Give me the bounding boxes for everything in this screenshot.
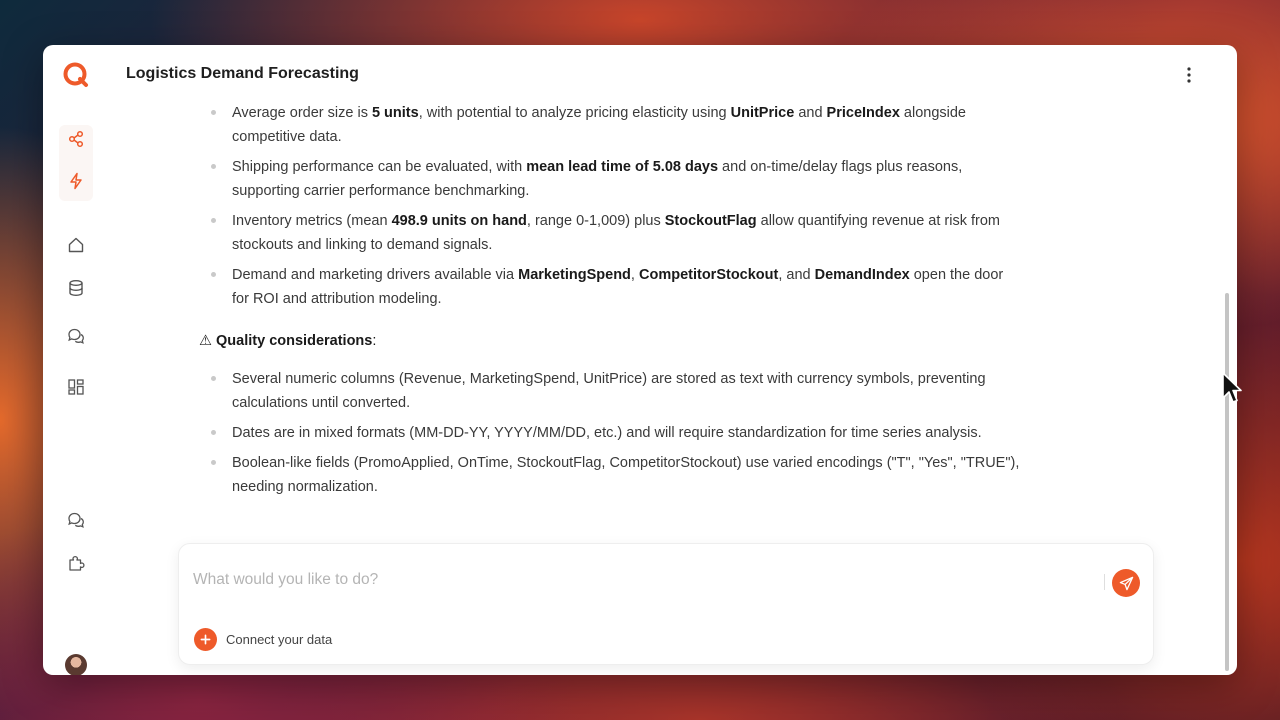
quality-list — [193, 367, 1023, 499]
body-text: alongside competitive data. — [232, 105, 966, 145]
body-text: Demand and marketing drivers available via — [232, 267, 519, 283]
list-item — [193, 263, 1023, 311]
avatar[interactable] — [65, 654, 87, 675]
list-item — [193, 367, 1023, 415]
insights-list — [193, 101, 1023, 311]
puzzle-icon — [67, 554, 85, 572]
body-text: , and — [778, 267, 815, 283]
send-button[interactable] — [1112, 569, 1140, 597]
body-text: open the door for ROI and attribution modeling. — [232, 267, 1004, 307]
emphasis-text: MarketingSpend — [518, 267, 631, 283]
body-text: Several numeric columns (Revenue, MarketingSpend, UnitPrice) are stored as text with currency symbols, preventing calculations until converted. — [232, 371, 986, 411]
body-text: and on-time/delay flags plus reasons, supporting carrier performance benchmarking. — [232, 159, 963, 199]
emphasis-text: DemandIndex — [814, 267, 910, 283]
database-icon — [67, 279, 85, 297]
connect-data-label: Connect your data — [226, 631, 333, 647]
warning-icon: ⚠ — [199, 333, 212, 349]
composer-divider — [1104, 574, 1105, 590]
body-text: , — [630, 267, 639, 283]
emphasis-text: CompetitorStockout — [638, 267, 779, 283]
scrollbar-thumb[interactable] — [1225, 293, 1229, 671]
chat-bubbles-icon — [67, 327, 85, 345]
chat-response-content — [193, 101, 1023, 505]
sidebar-item-chats[interactable] — [64, 324, 88, 348]
emphasis-text: 5 units — [371, 105, 419, 121]
list-item — [193, 209, 1023, 257]
prompt-input[interactable] — [193, 564, 1093, 596]
body-text: and — [794, 105, 827, 121]
sidebar-item-share[interactable] — [64, 127, 88, 151]
page-title: Logistics Demand Forecasting — [126, 65, 359, 82]
more-options-button[interactable] — [1179, 63, 1199, 87]
connect-data-button[interactable] — [194, 627, 332, 651]
body-text: , range 0-1,009) plus — [526, 213, 665, 229]
list-item — [193, 421, 1023, 445]
body-text: , with potential to analyze pricing elasticity using — [418, 105, 731, 121]
sidebar-item-bolt[interactable] — [64, 169, 88, 193]
chat-bubbles-icon — [67, 511, 85, 529]
list-item — [193, 155, 1023, 203]
body-text: Shipping performance can be evaluated, with — [232, 159, 527, 175]
body-text: Inventory metrics (mean — [232, 213, 392, 229]
lightning-icon — [67, 172, 85, 190]
sidebar — [43, 105, 109, 675]
home-icon — [67, 236, 85, 254]
top-bar — [43, 45, 1237, 105]
emphasis-text: mean lead time of 5.08 days — [526, 159, 719, 175]
kebab-menu-icon — [1187, 67, 1191, 83]
body-text: Boolean-like fields (PromoApplied, OnTime, StockoutFlag, CompetitorStockout) use varied encodings ("T", "Yes", "TRUE"), needing normalization. — [232, 455, 1020, 495]
section-title-suffix: : — [372, 333, 377, 349]
sidebar-item-messages[interactable] — [64, 508, 88, 532]
sidebar-item-home[interactable] — [64, 233, 88, 257]
quality-considerations-heading — [199, 329, 1023, 353]
app-logo-icon[interactable] — [62, 61, 90, 89]
emphasis-text: UnitPrice — [730, 105, 795, 121]
section-title: Quality considerations — [216, 333, 373, 349]
list-item — [193, 451, 1023, 499]
body-text: Dates are in mixed formats (MM-DD-YY, YYYY/MM/DD, etc.) and will require standardization for time series analysis. — [232, 425, 982, 441]
plus-icon — [194, 628, 217, 651]
body-text: allow quantifying revenue at risk from stockouts and linking to demand signals. — [232, 213, 1001, 253]
send-icon — [1119, 576, 1134, 591]
emphasis-text: 498.9 units on hand — [391, 213, 527, 229]
app-window — [43, 45, 1237, 675]
list-item — [193, 101, 1023, 149]
share-icon — [67, 130, 85, 148]
sidebar-item-data[interactable] — [64, 276, 88, 300]
sidebar-item-extensions[interactable] — [64, 551, 88, 575]
sidebar-item-dashboard[interactable] — [64, 375, 88, 399]
body-text: Average order size is — [232, 105, 372, 121]
emphasis-text: StockoutFlag — [664, 213, 757, 229]
emphasis-text: PriceIndex — [826, 105, 900, 121]
dashboard-grid-icon — [67, 378, 85, 396]
mouse-cursor-icon — [1221, 371, 1243, 405]
chat-composer — [178, 543, 1154, 665]
